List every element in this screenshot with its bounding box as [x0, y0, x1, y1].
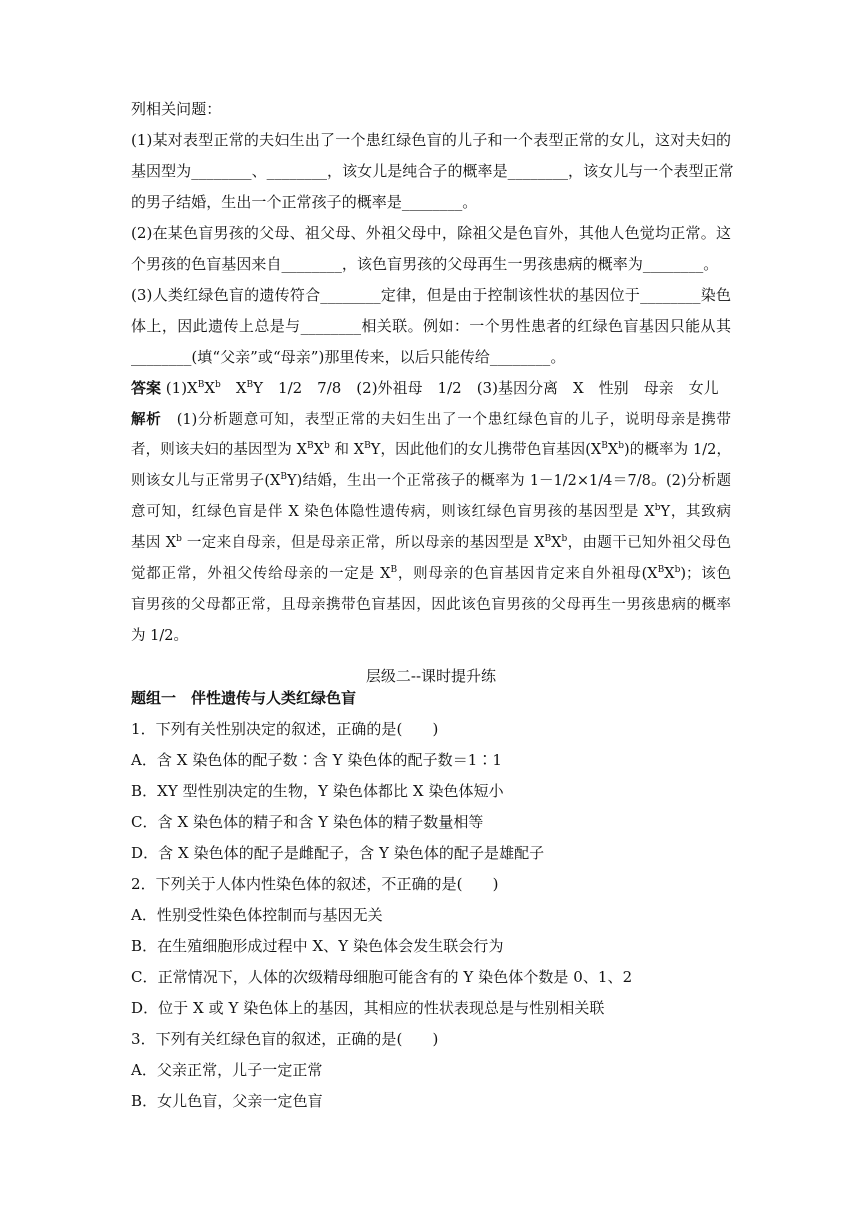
explanation-line-6: 觉都正常，外祖父传给母亲的一定是 $X^B$，则母亲的色盲基因肯定来自外祖母$(X^BX^b)$；该色 [131, 565, 731, 582]
question-2-option-a: A．性别受性染色体控制而与基因无关 [131, 906, 383, 924]
answer-text: $(1)X^BX^b$ $X^BY$ 1/2 7/8 (2)外祖母 1/2 (3)基因分离 X 性别 母亲 女儿 [165, 379, 719, 397]
explanation-line-4: 意可知，红绿色盲是伴 X 染色体隐性遗传病，则该红绿色盲男孩的基因型是 $X^bY$，其致病 [131, 503, 731, 520]
question-line-4: (2)在某色盲男孩的父母、祖父母、外祖父母中，除祖父是色盲外，其他人色觉均正常。这 [131, 224, 731, 242]
question-1-option-d: D．含 X 染色体的配子是雌配子，含 Y 染色体的配子是雄配子 [131, 844, 545, 862]
question-3-option-a: A．父亲正常，儿子一定正常 [131, 1061, 323, 1079]
explanation-line-1: 解析 (1)分析题意可知，表型正常的夫妇生出了一个患红绿色盲的儿子，说明母亲是携带 [131, 411, 731, 428]
question-3-option-b: B．女儿色盲，父亲一定色盲 [131, 1092, 323, 1110]
explanation-line-2: 者，则该夫妇的基因型为 $X^BX^b$ 和 $X^BY$，因此他们的女儿携带色盲基因$(X^BX^b)$的概率为 1/2， [131, 441, 731, 458]
question-line-6: (3)人类红绿色盲的遗传符合________定律，但是由于控制该性状的基因位于________染色 [131, 286, 731, 304]
question-2-stem: 2．下列关于人体内性染色体的叙述，不正确的是( ) [131, 875, 499, 893]
question-1-stem: 1．下列有关性别决定的叙述，正确的是( ) [131, 720, 439, 738]
explanation-label: 解析 [131, 411, 162, 428]
section-heading: 层级二--课时提升练 [365, 667, 497, 685]
question-1-option-c: C．含 X 染色体的精子和含 Y 染色体的精子数量相等 [131, 813, 484, 831]
explanation-line-8: 为 1/2。 [131, 628, 188, 644]
question-line-1: (1)某对表型正常的夫妇生出了一个患红绿色盲的儿子和一个表型正常的女儿，这对夫妇的 [131, 131, 731, 149]
question-1-option-a: A．含 X 染色体的配子数∶含 Y 染色体的配子数＝1∶1 [131, 751, 503, 769]
question-line-5: 个男孩的色盲基因来自________，该色盲男孩的父母再生一男孩患病的概率为________。 [131, 255, 719, 273]
answer-label: 答案 [131, 379, 162, 397]
question-line-7: 体上，因此遗传上总是与________相关联。例如：一个男性患者的红绿色盲基因只能从其 [131, 317, 731, 335]
question-line-8: ________(填“父亲”或“母亲”)那里传来，以后只能传给________。 [131, 348, 566, 366]
question-2-option-c: C．正常情况下，人体的次级精母细胞可能含有的 Y 染色体个数是 0、1、2 [131, 968, 633, 986]
explanation-line-3: 则该女儿与正常男子$(X^BY)$结婚，生出一个正常孩子的概率为 1－1/2×1/4＝7/8。(2)分析题 [131, 472, 732, 489]
explanation-line-5: 基因 $X^b$ 一定来自母亲，但是母亲正常，所以母亲的基因型是 $X^BX^b$，由题干已知外祖父母色 [131, 534, 732, 551]
question-3-stem: 3．下列有关红绿色盲的叙述，正确的是( ) [131, 1030, 439, 1048]
answer-line [131, 381, 731, 397]
question-1-option-b: B．XY 型性别决定的生物，Y 染色体都比 X 染色体短小 [131, 782, 504, 800]
question-2-option-b: B．在生殖细胞形成过程中 X、Y 染色体会发生联会行为 [131, 937, 504, 955]
intro-line: 列相关问题： [131, 100, 222, 118]
page-content [131, 100, 734, 1125]
explanation-line-7: 盲男孩的父母都正常，且母亲携带色盲基因，因此该色盲男孩的父母再生一男孩患病的概率 [131, 597, 731, 613]
group-title: 题组一 伴性遗传与人类红绿色盲 [131, 689, 357, 707]
question-line-3: 的男子结婚，生出一个正常孩子的概率是________。 [131, 193, 478, 211]
question-2-option-d: D．位于 X 或 Y 染色体上的基因，其相应的性状表现总是与性别相关联 [131, 999, 605, 1017]
question-line-2: 基因型为________、________，该女儿是纯合子的概率是________，该女儿与一个表型正常 [131, 162, 734, 180]
